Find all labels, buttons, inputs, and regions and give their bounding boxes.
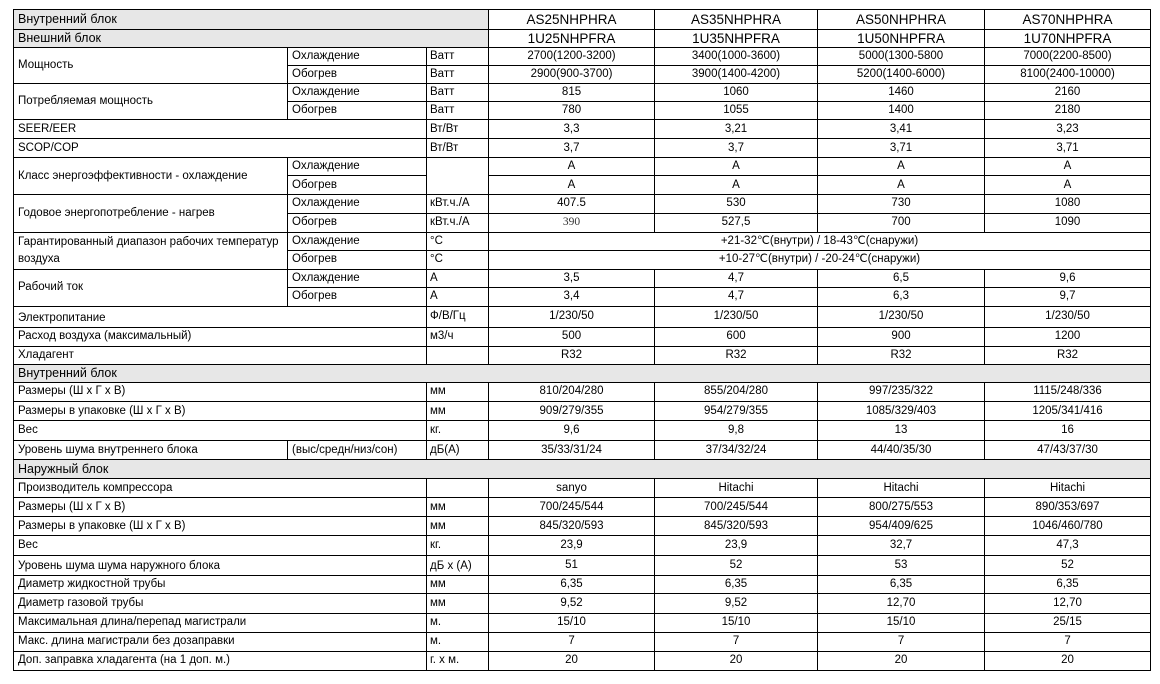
value-cell: 5200(1400-6000) (818, 66, 985, 84)
row-label: Производитель компрессора (14, 479, 427, 498)
value-cell: 1085/329/403 (818, 402, 985, 421)
mode-heat: Обогрев (288, 287, 427, 306)
outdoor-dimensions-row (14, 498, 1151, 517)
row-label: Хладагент (14, 346, 427, 364)
unit-label: м. (427, 613, 489, 632)
value-cell: 997/235/322 (818, 382, 985, 401)
value-cell: A (818, 158, 985, 176)
mode-cool: Охлаждение (288, 48, 427, 66)
row-label: Годовое энергопотребление - нагрев (14, 195, 288, 232)
value-cell: 780 (489, 102, 655, 120)
value-cell: 9,6 (489, 421, 655, 441)
value-cell: 530 (655, 195, 818, 213)
row-label: Максимальная длина/перепад магистрали (14, 613, 427, 632)
value-cell: 12,70 (985, 594, 1151, 613)
value-cell: 6,35 (655, 576, 818, 594)
value-cell: 527,5 (655, 213, 818, 232)
value-cell: 47,3 (985, 536, 1151, 556)
value-cell: 7 (655, 632, 818, 651)
annual-consumption-row-cool (14, 195, 1151, 213)
unit-label: Ватт (427, 66, 489, 84)
mode-cool: Охлаждение (288, 84, 427, 102)
value-cell: 3,41 (818, 120, 985, 139)
unit-label: мм (427, 594, 489, 613)
unit-label: A (427, 287, 489, 306)
value-cell: 15/10 (818, 613, 985, 632)
mode-cool: Охлаждение (288, 195, 427, 213)
header-row-indoor (14, 10, 1151, 30)
value-cell: 500 (489, 327, 655, 346)
value-cell: 53 (818, 556, 985, 576)
row-label: Диаметр газовой трубы (14, 594, 427, 613)
value-cell: 1/230/50 (818, 306, 985, 327)
value-cell: 32,7 (818, 536, 985, 556)
outdoor-section-row (14, 460, 1151, 479)
value-cell: R32 (655, 346, 818, 364)
value-cell: R32 (489, 346, 655, 364)
value-cell: 1460 (818, 84, 985, 102)
row-label: Вес (14, 536, 427, 556)
section-title: Внутренний блок (14, 364, 1151, 382)
value-cell: 1/230/50 (985, 306, 1151, 327)
value-cell: 845/320/593 (655, 517, 818, 536)
scop-row (14, 139, 1151, 158)
value-cell: 9,52 (489, 594, 655, 613)
spec-table (13, 9, 1151, 671)
seer-row (14, 120, 1151, 139)
value-cell: 6,35 (489, 576, 655, 594)
value-cell: sanyo (489, 479, 655, 498)
unit-label: м3/ч (427, 327, 489, 346)
mode-heat: Обогрев (288, 102, 427, 120)
value-cell: 700/245/544 (489, 498, 655, 517)
value-cell: A (489, 176, 655, 195)
value-cell: 954/279/355 (655, 402, 818, 421)
value-cell: 909/279/355 (489, 402, 655, 421)
unit-label: °C (427, 250, 489, 269)
value-cell: 6,35 (985, 576, 1151, 594)
outdoor-unit-header: Внешний блок (14, 30, 489, 48)
row-label: Потребляемая мощность (14, 84, 288, 120)
value-cell: A (985, 158, 1151, 176)
energy-class-row-cool (14, 158, 1151, 176)
unit-label (427, 346, 489, 364)
row-label: Вес (14, 421, 427, 441)
noise-modes-label: (выс/средн/низ/сон) (288, 441, 427, 460)
range-value: +21-32℃(внутри) / 18-43℃(снаружи) (489, 232, 1151, 250)
unit-label: мм (427, 382, 489, 401)
row-label: Уровень шума внутреннего блока (14, 441, 288, 460)
unit-label: дБ х (А) (427, 556, 489, 576)
unit-label: °C (427, 232, 489, 250)
value-cell: 1400 (818, 102, 985, 120)
range-value: +10-27℃(внутри) / -20-24℃(снаружи) (489, 250, 1151, 269)
value-cell: 1080 (985, 195, 1151, 213)
unit-label: Ф/В/Гц (427, 306, 489, 327)
outdoor-packed-row (14, 517, 1151, 536)
unit-label: Вт/Вт (427, 120, 489, 139)
value-cell: 25/15 (985, 613, 1151, 632)
value-cell: 3,21 (655, 120, 818, 139)
unit-label: Вт/Вт (427, 139, 489, 158)
value-cell: 7 (489, 632, 655, 651)
row-label: Размеры в упаковке (Ш х Г х В) (14, 517, 427, 536)
outdoor-model: 1U70NHPFRA (985, 30, 1151, 48)
current-row-cool (14, 269, 1151, 287)
value-cell: Hitachi (818, 479, 985, 498)
unit-label: мм (427, 402, 489, 421)
value-cell: 12,70 (818, 594, 985, 613)
value-cell: 3,7 (655, 139, 818, 158)
unit-label: кг. (427, 536, 489, 556)
unit-label: кг. (427, 421, 489, 441)
value-cell: 2180 (985, 102, 1151, 120)
mode-heat: Обогрев (288, 176, 427, 195)
unit-label: мм (427, 498, 489, 517)
mode-cool: Охлаждение (288, 269, 427, 287)
value-cell: 20 (655, 651, 818, 670)
row-label: Доп. заправка хладагента (на 1 доп. м.) (14, 651, 427, 670)
value-cell: 7 (818, 632, 985, 651)
gas-pipe-row (14, 594, 1151, 613)
value-cell: 3,23 (985, 120, 1151, 139)
value-cell: R32 (818, 346, 985, 364)
row-label: Электропитание (14, 306, 427, 327)
value-cell: 52 (985, 556, 1151, 576)
value-cell: 810/204/280 (489, 382, 655, 401)
indoor-packed-row (14, 402, 1151, 421)
mode-heat: Обогрев (288, 250, 427, 269)
value-cell: 2900(900-3700) (489, 66, 655, 84)
value-cell: 3900(1400-4200) (655, 66, 818, 84)
value-cell: 20 (985, 651, 1151, 670)
outdoor-model: 1U50NHPFRA (818, 30, 985, 48)
value-cell: 407.5 (489, 195, 655, 213)
value-cell: 4,7 (655, 287, 818, 306)
unit-label: Ватт (427, 84, 489, 102)
row-label: Диаметр жидкостной трубы (14, 576, 427, 594)
value-cell: A (655, 158, 818, 176)
value-cell: 4,7 (655, 269, 818, 287)
value-cell: Hitachi (985, 479, 1151, 498)
airflow-row (14, 327, 1151, 346)
value-cell: Hitachi (655, 479, 818, 498)
indoor-model: AS35NHPHRA (655, 10, 818, 30)
compressor-row (14, 479, 1151, 498)
indoor-weight-row (14, 421, 1151, 441)
row-label: Мощность (14, 48, 288, 84)
value-cell: 15/10 (489, 613, 655, 632)
value-cell: 7000(2200-8500) (985, 48, 1151, 66)
value-cell: 1205/341/416 (985, 402, 1151, 421)
value-cell: A (818, 176, 985, 195)
value-cell: 1055 (655, 102, 818, 120)
row-label: Размеры в упаковке (Ш х Г х В) (14, 402, 427, 421)
value-cell: 2700(1200-3200) (489, 48, 655, 66)
value-cell: 3400(1000-3600) (655, 48, 818, 66)
value-cell: 3,71 (818, 139, 985, 158)
value-cell: 700 (818, 213, 985, 232)
value-cell: 855/204/280 (655, 382, 818, 401)
value-cell: 390 (489, 213, 655, 232)
row-label: Гарантированный диапазон рабочих температур воздуха (14, 232, 288, 269)
mode-heat: Обогрев (288, 213, 427, 232)
value-cell: 9,7 (985, 287, 1151, 306)
value-cell: 600 (655, 327, 818, 346)
unit-label: Ватт (427, 48, 489, 66)
outdoor-noise-row (14, 556, 1151, 576)
value-cell: 8100(2400-10000) (985, 66, 1151, 84)
capacity-row-cool (14, 48, 1151, 66)
mode-heat: Обогрев (288, 66, 427, 84)
max-length-no-charge-row (14, 632, 1151, 651)
value-cell: 815 (489, 84, 655, 102)
value-cell: 1/230/50 (489, 306, 655, 327)
liquid-pipe-row (14, 576, 1151, 594)
unit-label: м. (427, 632, 489, 651)
value-cell: 5000(1300-5800 (818, 48, 985, 66)
unit-label: кВт.ч./А (427, 213, 489, 232)
row-label: Макс. длина магистрали без дозаправки (14, 632, 427, 651)
unit-label (427, 479, 489, 498)
row-label: Уровень шума шума наружного блока (14, 556, 427, 576)
unit-label: кВт.ч./А (427, 195, 489, 213)
additional-charge-row (14, 651, 1151, 670)
value-cell: 1200 (985, 327, 1151, 346)
indoor-unit-header: Внутренний блок (14, 10, 489, 30)
value-cell: 51 (489, 556, 655, 576)
unit-label: Ватт (427, 102, 489, 120)
value-cell: 35/33/31/24 (489, 441, 655, 460)
value-cell: 9,6 (985, 269, 1151, 287)
value-cell: 20 (489, 651, 655, 670)
row-label: SCOP/COP (14, 139, 427, 158)
value-cell: 16 (985, 421, 1151, 441)
value-cell: 3,71 (985, 139, 1151, 158)
mode-cool: Охлаждение (288, 232, 427, 250)
row-label: SEER/EER (14, 120, 427, 139)
value-cell: 1090 (985, 213, 1151, 232)
value-cell: 2160 (985, 84, 1151, 102)
value-cell: 52 (655, 556, 818, 576)
value-cell: 3,7 (489, 139, 655, 158)
value-cell: 3,4 (489, 287, 655, 306)
max-length-row (14, 613, 1151, 632)
value-cell: 890/353/697 (985, 498, 1151, 517)
power-input-row-cool (14, 84, 1151, 102)
value-cell: 44/40/35/30 (818, 441, 985, 460)
unit-label: дБ(А) (427, 441, 489, 460)
outdoor-weight-row (14, 536, 1151, 556)
value-cell: 37/34/32/24 (655, 441, 818, 460)
indoor-dimensions-row (14, 382, 1151, 401)
value-cell: 6,5 (818, 269, 985, 287)
value-cell: 845/320/593 (489, 517, 655, 536)
value-cell: 47/43/37/30 (985, 441, 1151, 460)
value-cell: 23,9 (655, 536, 818, 556)
value-cell: 7 (985, 632, 1151, 651)
indoor-model: AS25NHPHRA (489, 10, 655, 30)
unit-label: мм (427, 517, 489, 536)
row-label: Рабочий ток (14, 269, 288, 306)
row-label: Размеры (Ш х Г х В) (14, 498, 427, 517)
unit-label: мм (427, 576, 489, 594)
row-label: Класс энергоэффективности - охлаждение (14, 158, 288, 195)
refrigerant-row (14, 346, 1151, 364)
value-cell: 15/10 (655, 613, 818, 632)
row-label: Размеры (Ш х Г х В) (14, 382, 427, 401)
value-cell: 3,5 (489, 269, 655, 287)
indoor-model: AS50NHPHRA (818, 10, 985, 30)
power-supply-row (14, 306, 1151, 327)
value-cell: A (655, 176, 818, 195)
value-cell: 1060 (655, 84, 818, 102)
value-cell: 1/230/50 (655, 306, 818, 327)
value-cell: 730 (818, 195, 985, 213)
unit-label (427, 158, 489, 195)
value-cell: 6,35 (818, 576, 985, 594)
value-cell: 900 (818, 327, 985, 346)
outdoor-model: 1U35NHPFRA (655, 30, 818, 48)
value-cell: 1115/248/336 (985, 382, 1151, 401)
value-cell: 1046/460/780 (985, 517, 1151, 536)
section-title: Наружный блок (14, 460, 1151, 479)
value-cell: R32 (985, 346, 1151, 364)
value-cell: 3,3 (489, 120, 655, 139)
value-cell: 9,52 (655, 594, 818, 613)
value-cell: 700/245/544 (655, 498, 818, 517)
value-cell: 6,3 (818, 287, 985, 306)
value-cell: A (985, 176, 1151, 195)
value-cell: 954/409/625 (818, 517, 985, 536)
header-row-outdoor (14, 30, 1151, 48)
value-cell: 20 (818, 651, 985, 670)
value-cell: 800/275/553 (818, 498, 985, 517)
value-cell: A (489, 158, 655, 176)
unit-label: A (427, 269, 489, 287)
indoor-noise-row (14, 441, 1151, 460)
value-cell: 23,9 (489, 536, 655, 556)
mode-cool: Охлаждение (288, 158, 427, 176)
unit-label: г. х м. (427, 651, 489, 670)
outdoor-model: 1U25NHPFRA (489, 30, 655, 48)
value-cell: 13 (818, 421, 985, 441)
value-cell: 9,8 (655, 421, 818, 441)
row-label: Расход воздуха (максимальный) (14, 327, 427, 346)
operating-range-row-cool (14, 232, 1151, 250)
indoor-section-row (14, 364, 1151, 382)
indoor-model: AS70NHPHRA (985, 10, 1151, 30)
